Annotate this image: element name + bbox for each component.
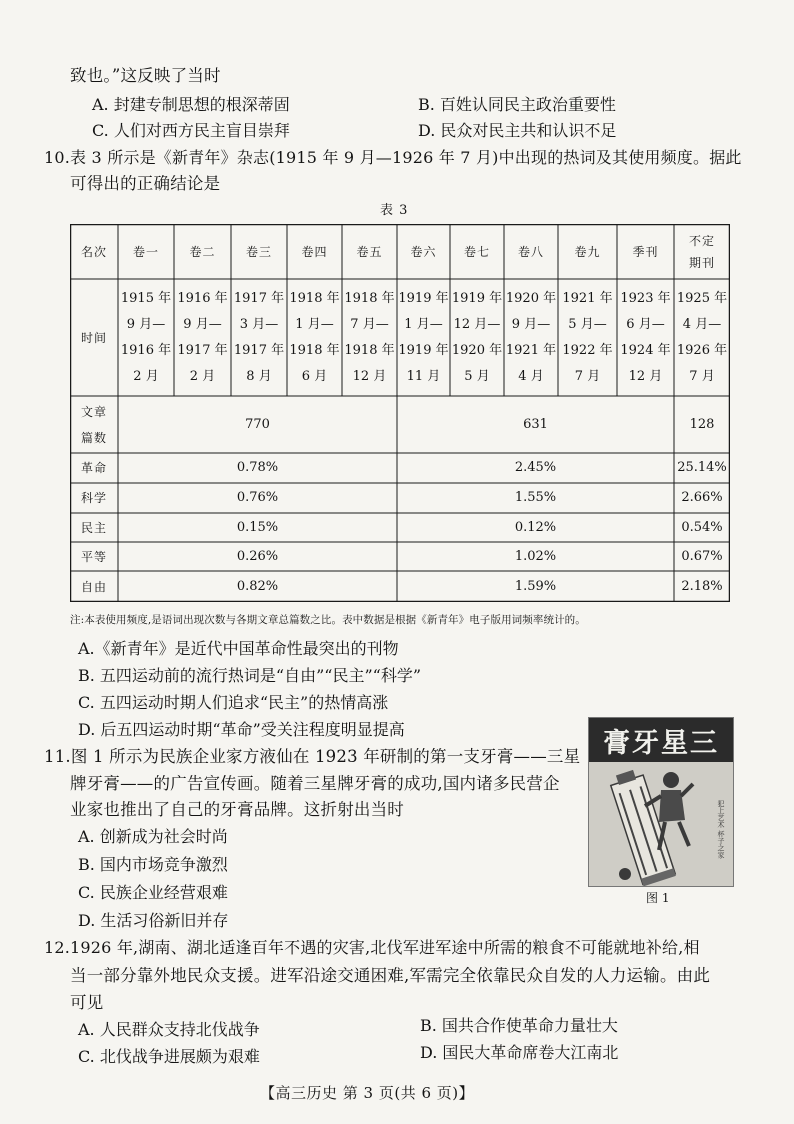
revolution-pre: 0.78% bbox=[236, 460, 279, 475]
article-label: 文章 篇数 bbox=[80, 404, 107, 445]
democracy-post: 0.54% bbox=[681, 519, 723, 535]
header-rank: 名次 bbox=[80, 244, 107, 259]
time-vol8: 1920 年 9 月— 1921 年 4 月 bbox=[505, 290, 557, 384]
time-vol4: 1918 年 1 月— 1918 年 6 月 bbox=[289, 290, 340, 384]
row-label-equality: 平等 bbox=[80, 549, 107, 564]
poster-title-band bbox=[589, 718, 733, 762]
q11-option-c[interactable]: C. 民族企业经营艰难 bbox=[78, 883, 228, 902]
q12-option-c[interactable]: C. 北伐战争进展颇为艰难 bbox=[78, 1047, 260, 1066]
q11-stem-line1: 11.图 1 所示为民族企业家方液仙在 1923 年研制的第一支牙膏——三星 bbox=[44, 747, 581, 766]
q9-option-b[interactable]: B. 百姓认同民主政治重要性 bbox=[418, 95, 616, 114]
democracy-mid: 0.12% bbox=[514, 519, 557, 535]
article-count-post: 128 bbox=[689, 416, 715, 432]
row-label-democracy: 民主 bbox=[80, 520, 107, 535]
equality-post: 0.67% bbox=[681, 548, 723, 564]
poster-title: 膏牙星三 bbox=[603, 727, 719, 759]
freedom-pre: 0.82% bbox=[236, 578, 279, 594]
row-label-revolution: 革命 bbox=[80, 461, 107, 475]
header-vol4: 卷四 bbox=[301, 244, 328, 259]
q11-option-d[interactable]: D. 生活习俗新旧并存 bbox=[78, 911, 229, 930]
q12-stem-line3: 可见 bbox=[70, 993, 104, 1012]
poster-small-text: 犯上艺术 杯子之家 bbox=[717, 800, 725, 859]
time-vol6: 1919 年 1 月— 1919 年 11 月 bbox=[398, 290, 449, 384]
time-vol7: 1919 年 12 月— 1920 年 5 月 bbox=[451, 290, 503, 384]
time-quarterly: 1923 年 6 月— 1924 年 12 月 bbox=[620, 290, 671, 384]
header-vol6: 卷六 bbox=[410, 244, 437, 259]
header-vol7: 卷七 bbox=[463, 244, 490, 259]
time-vol2: 1916 年 9 月— 1917 年 2 月 bbox=[177, 290, 228, 384]
equality-mid: 1.02% bbox=[514, 548, 557, 564]
time-irregular: 1925 年 4 月— 1926 年 7 月 bbox=[676, 290, 728, 384]
table-note: 注:本表使用频度,是语词出现次数与各期文章总篇数之比。表中数据是根据《新青年》电子版用词频率统计的。 bbox=[70, 614, 586, 626]
science-pre: 0.76% bbox=[236, 490, 279, 505]
row-label-science: 科学 bbox=[80, 491, 107, 505]
toothpaste-poster bbox=[588, 717, 734, 887]
table-title: 表 3 bbox=[380, 203, 409, 218]
revolution-mid: 2.45% bbox=[514, 460, 557, 475]
header-vol9: 卷九 bbox=[574, 244, 601, 259]
q10-option-a[interactable]: A.《新青年》是近代中国革命性最突出的刊物 bbox=[78, 639, 399, 658]
time-label: 时间 bbox=[80, 330, 107, 345]
q10-stem-line1: 10.表 3 所示是《新青年》杂志(1915 年 9 月—1926 年 7 月)中出现的热词及其使用频度。据此 bbox=[44, 148, 742, 167]
q9-option-d[interactable]: D. 民众对民主共和认识不足 bbox=[418, 121, 617, 140]
q12-option-d[interactable]: D. 国民大革命席卷大江南北 bbox=[420, 1043, 619, 1062]
header-vol2: 卷二 bbox=[189, 244, 216, 259]
q12-stem-line2: 当一部分靠外地民众支援。进军沿途交通困难,军需完全依靠民众自发的人力运输。由此 bbox=[70, 966, 711, 985]
header-vol8: 卷八 bbox=[517, 244, 544, 259]
time-vol9: 1921 年 5 月— 1922 年 7 月 bbox=[562, 290, 613, 384]
q11-option-a[interactable]: A. 创新成为社会时尚 bbox=[78, 827, 228, 846]
democracy-pre: 0.15% bbox=[236, 519, 279, 535]
header-quarterly: 季刊 bbox=[632, 244, 659, 259]
q10-option-d[interactable]: D. 后五四运动时期“革命”受关注程度明显提高 bbox=[78, 720, 405, 739]
q10-option-b[interactable]: B. 五四运动前的流行热词是“自由”“民主”“科学” bbox=[78, 666, 422, 685]
article-count-mid: 631 bbox=[523, 416, 548, 432]
time-vol3: 1917 年 3 月— 1917 年 8 月 bbox=[233, 290, 285, 384]
q9-intro-line: 致也。”这反映了当时 bbox=[70, 66, 221, 85]
q12-stem-line1: 12.1926 年,湖南、湖北适逢百年不遇的灾害,北伐军进军途中所需的粮食不可能就地补给,相 bbox=[44, 938, 700, 957]
article-count-pre: 770 bbox=[245, 416, 270, 432]
science-mid: 1.55% bbox=[514, 490, 557, 505]
page-footer: 【高三历史 第 3 页(共 6 页)】 bbox=[260, 1084, 475, 1102]
row-label-freedom: 自由 bbox=[80, 579, 107, 594]
time-vol5: 1918 年 7 月— 1918 年 12 月 bbox=[344, 290, 395, 384]
revolution-post: 25.14% bbox=[677, 460, 727, 475]
header-vol1: 卷一 bbox=[132, 244, 159, 259]
q12-option-a[interactable]: A. 人民群众支持北伐战争 bbox=[78, 1020, 260, 1039]
q11-option-b[interactable]: B. 国内市场竞争激烈 bbox=[78, 855, 228, 874]
q11-stem-line3: 业家也推出了自己的牙膏品牌。这折射出当时 bbox=[70, 800, 404, 819]
q10-stem-line2: 可得出的正确结论是 bbox=[70, 174, 221, 193]
header-vol5: 卷五 bbox=[356, 244, 383, 259]
time-vol1: 1915 年 9 月— 1916 年 2 月 bbox=[120, 290, 172, 384]
q10-option-c[interactable]: C. 五四运动时期人们追求“民主”的热情高涨 bbox=[78, 693, 389, 712]
science-post: 2.66% bbox=[681, 490, 723, 505]
freedom-mid: 1.59% bbox=[514, 578, 557, 594]
freedom-post: 2.18% bbox=[681, 578, 723, 594]
header-vol3: 卷三 bbox=[245, 244, 272, 259]
hot-words-table bbox=[70, 224, 730, 602]
figure-caption: 图 1 bbox=[646, 891, 670, 905]
q9-option-a[interactable]: A. 封建专制思想的根深蒂固 bbox=[92, 95, 290, 114]
q12-option-b[interactable]: B. 国共合作使革命力量壮大 bbox=[420, 1016, 618, 1035]
header-irregular: 不定 期刊 bbox=[688, 233, 715, 270]
equality-pre: 0.26% bbox=[236, 548, 279, 564]
q9-option-c[interactable]: C. 人们对西方民主盲目崇拜 bbox=[92, 121, 290, 140]
q11-stem-line2: 牌牙膏——的广告宣传画。随着三星牌牙膏的成功,国内诸多民营企 bbox=[70, 774, 560, 793]
